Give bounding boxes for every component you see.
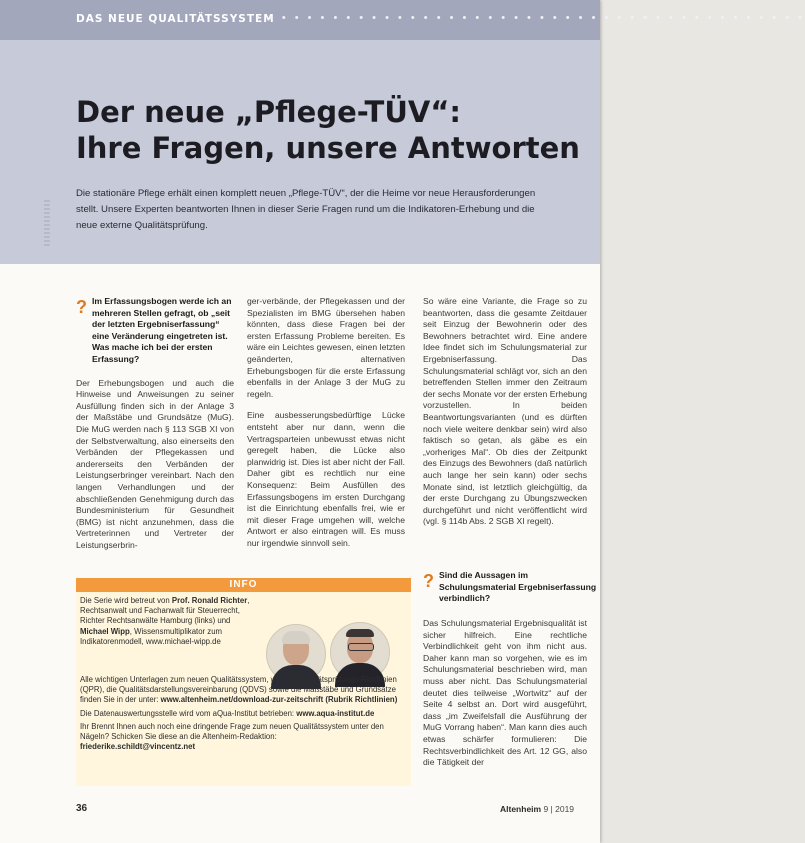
question-mark-icon: ?: [76, 297, 87, 317]
column-3-paragraph-1: So wäre eine Variante, die Frage so zu beantworten, dass die gesamte Zeitdauer seit Einzug der Bewohnerin oder des Bewohners betrachtet wird. Eine andere Idee findet sich im Schulungsmaterial zur Ergebniserfassung. Das Schulungsmaterial schlägt vor, sich an den betreffenden Stellen immer den Zeitraum der sechs Monate vor der ersten Erhebung vorzustellen. In beiden Beantwortungsvarianten (und es dürften noch viele weitere denkbar sein) wird also faktisch so getan, als gäbe es ein „vorheriges Mal“. Ob dies der Zeitpunkt des Einzugs des Bewohners (daß natürlich auch lange her sein kann) oder sechs Monate sind, ist letztlich gleichgültig, da der erste Durchgang zu Übungszwecken durchgeführt und nicht veröffentlicht wird (vgl. § 114b Abs. 2 SGB XI regelt).: [423, 296, 587, 527]
column-2: [247, 296, 405, 559]
info-authors-mid: , Rechtsanwalt und Fachanwalt für Steuerrecht, Richter Rechtsanwälte Hamburg (links) und: [80, 596, 250, 626]
info-authors: [80, 596, 258, 647]
magazine-name: Altenheim: [500, 804, 542, 814]
author-photo-wipp: [330, 622, 390, 682]
column-3: [423, 296, 587, 538]
info-authors-pre: Die Serie wird betreut von: [80, 596, 172, 605]
question-1-text: Im Erfassungsbogen werde ich an mehreren Stellen gefragt, ob „seit der letzten Ergebniserfassung“ eine Veränderung eingetreten ist. Was mache ich bei der ersten Erfassung?: [92, 296, 232, 364]
column-2-paragraph-1: ger-verbände, der Pflegekassen und der Spezialisten im BMG übersehen haben könnten, dass diese Fragen bei der ersten Erfassung Probleme bereiten. Es wäre ein Leichtes gewesen, einen letzten geänderten, alternativen Erhebungsbogen für die erste Erfassung ebenfalls in der Anlage 3 der MuG zu regeln.: [247, 296, 405, 399]
info-contact-text: Ihr Brennt Ihnen auch noch eine dringende Frage zum neuen Qualitätssystem unter den Nägeln? Schicken Sie diese an die Altenheim-Redaktion:: [80, 721, 384, 742]
question-1: [76, 296, 234, 366]
info-datastelle-text: Die Datenauswertungsstelle wird vom aQua-Institut betrieben:: [80, 708, 297, 718]
question-mark-icon: ?: [423, 571, 434, 591]
info-body: [80, 596, 406, 651]
author-name-wipp: Michael Wipp: [80, 626, 130, 636]
author-name-richter: Prof. Ronald Richter: [171, 596, 248, 605]
question-2-text: Sind die Aussagen im Schulungsmaterial Ergebniserfassung verbindlich?: [439, 570, 597, 604]
info-box: [76, 578, 411, 786]
section-dots: • • • • • • • • • • • • • • • • • • • • • • • • • • • • • • • • • • • • • • • • • • •: [256, 12, 805, 24]
info-contact: [80, 722, 406, 753]
photo-glasses: [348, 643, 374, 651]
page-number: 36: [76, 803, 88, 814]
headline-line-2: Ihre Fragen, unsere Antworten: [76, 131, 580, 166]
column-2-paragraph-2: Eine ausbesserungsbedürftige Lücke entsteht aber nur dann, wenn die Vertragsparteien unbewusst etwas nicht geregelt haben, die Lücke also planwidrig ist. Dies ist aber nicht der Fall. Daher gibt es rechtlich nur eine Konsequenz: Beim Ausfüllen des Erfassungsbogens im ersten Durchgang ist die Einrichtung ebenfalls frei, wie er mit dieser Frage umgehen will, welche Antwort er also eintragen will. Es muss nur irgendwie sinnvoll sein.: [247, 410, 405, 548]
contact-email[interactable]: friederike.schildt@vincentz.net: [80, 742, 196, 752]
lead-paragraph: Die stationäre Pflege erhält einen komplett neuen „Pflege-TÜV“, der die Heime vor neue Herausforderungen stellt. Unsere Experten beantworten Ihnen in dieser Serie Fragen rund um die Indikatoren-Erhebung und die neue externe Qualitätsprüfung.: [76, 188, 536, 231]
column-1-paragraph: Der Erhebungsbogen und auch die Hinweise und Anweisungen zu seiner Ausfüllung finden sich in der Anlage 3 der Maßstäbe und Grundsätze (MuG). Die MuG werden nach § 113 SGB XI von der Selbstverwaltung, also einerseits den Verbänden der Pflegekassen und andererseits den Verbänden der Leistungserbringer vereinbart. Nach den langen Verhandlungen und der abschließenden Genehmigung durch das Bundesministerium für Gesundheit (BMG) ist nicht anzunehmen, dass die Vertreterinnen und Vertreter der Leistungserbrin-: [76, 377, 234, 550]
photo-hair: [346, 629, 374, 637]
headline: [76, 94, 580, 167]
column-1: [76, 296, 234, 561]
info-details: [80, 675, 406, 755]
headline-line-1: Der neue „Pflege-TÜV“:: [76, 95, 461, 129]
magazine-issue: 9 | 2019: [543, 804, 575, 814]
info-documents: [80, 675, 406, 706]
section-title: DAS NEUE QUALITÄTSSYSTEM: [76, 13, 275, 25]
download-link[interactable]: www.altenheim.net/download-zur-zeitschrift (Rubrik Richtlinien): [160, 695, 398, 705]
column-3-answer-2: Das Schulungsmaterial Ergebnisqualität ist sicher hilfreich. Eine rechtliche Verbindlichkeit geht von ihm nicht aus. Daher kann man so vorgehen, wie es im Schulungsmaterial beschrieben wird, man muss aber nicht. Das Schulungsmaterial deutet dies teilweise „Wortwitz“ auf der Seite 4 selbst an. Dort wird ausgeführt, dass „im Zweifelsfall die Ausführung der MuG Vorrang haben“. Man kann dies auch etwas schärfer formulieren: Die Rechtsverbindlichkeit des Art. 12 GG, also die Tätigkeit der: [423, 618, 587, 768]
aqua-link[interactable]: www.aqua-institut.de: [296, 708, 375, 718]
info-authors-post: , Wissensmultiplikator zum Indikatorenmodell, www.michael-wipp.de: [80, 626, 223, 646]
info-datastelle: [80, 709, 406, 719]
info-documents-text: Alle wichtigen Unterlagen zum neuen Qualitätssystem, wie die Qualitätsprüfungs-Richtlinien (QPR), die Qualitätsdarstellungsvereinbarung (QDVS) sowie die Maßstäbe und Grundsätze finden Sie in der unter:: [80, 675, 397, 705]
question-2: [423, 570, 603, 605]
photo-credit-strip: [44, 200, 50, 248]
header-band: [0, 0, 805, 264]
footer-magazine: [500, 804, 574, 814]
photo-hair: [282, 631, 310, 644]
info-heading: INFO: [76, 578, 411, 592]
